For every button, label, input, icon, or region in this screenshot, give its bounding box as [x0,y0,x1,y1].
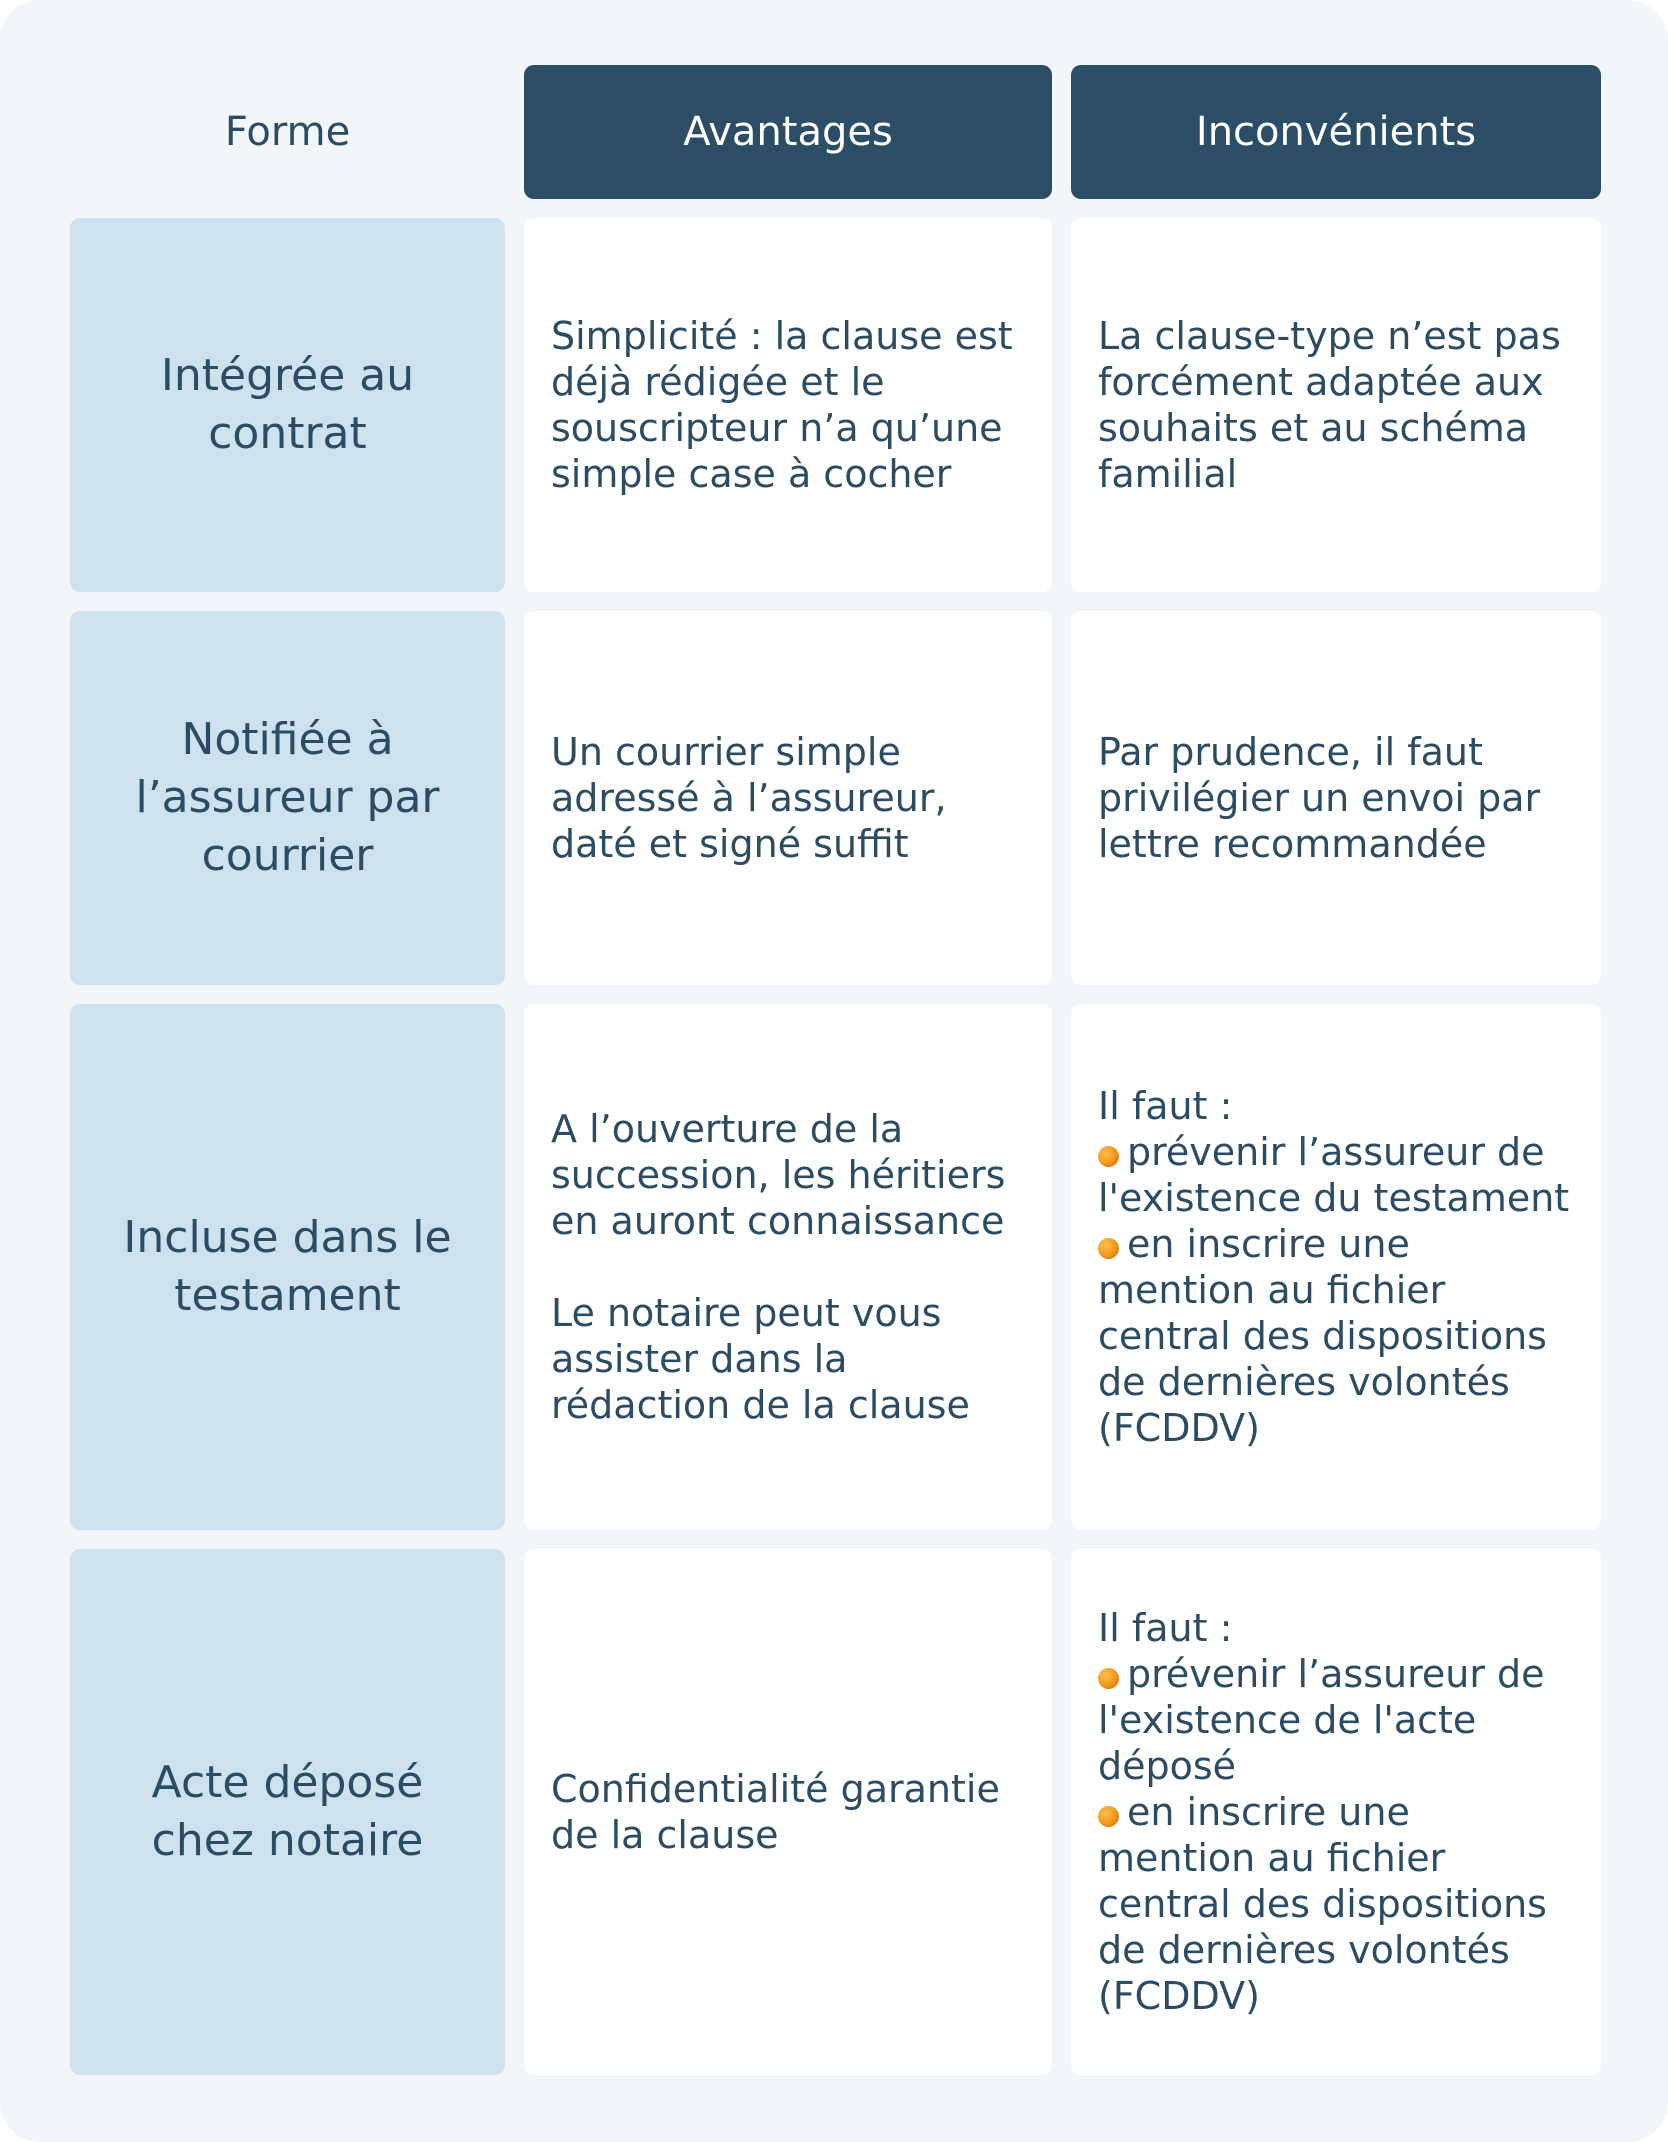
row-1-forme-line: contrat [208,408,367,459]
row-4-inconvenients [1071,1549,1601,2075]
row-4-bullet-text: prévenir l’assureur de l'existence de l'acte déposé [1098,1652,1545,1788]
row-2-forme [70,611,505,985]
header-inconvenients: Inconvénients [1071,65,1601,199]
header-avantages: Avantages [524,65,1052,199]
row-3-forme-line: Incluse dans le [123,1212,452,1263]
row-4-bullet-item [1098,1789,1575,2019]
row-4-bullet-text: en inscrire une mention au fichier central des dispositions de dernières volontés (FCDDV) [1098,1790,1547,2018]
row-2-forme-line: l’assureur par [135,772,440,823]
row-4-avantages-text: Confidentialité garantie de la clause [551,1767,1000,1857]
row-3-avantages-para: A l’ouverture de la succession, les héritiers en auront connaissance [551,1107,1006,1243]
row-2-forme-line: Notifiée à [181,714,394,765]
row-1-inconvenients-text: La clause-type n’est pas forcément adaptée aux souhaits et au schéma familial [1098,314,1561,496]
bullet-dot-icon [1098,1146,1119,1167]
comparison-table [70,65,1601,2075]
row-3-inconvenients [1071,1004,1601,1530]
row-1-forme [70,218,505,592]
row-3-bullet-item [1098,1221,1575,1451]
row-3-forme-line: testament [174,1270,401,1321]
row-2-avantages-text: Un courrier simple adressé à l’assureur, daté et signé suffit [551,730,947,866]
row-4-forme [70,1549,505,2075]
row-1-inconvenients [1071,218,1601,592]
row-3-avantages-para: Le notaire peut vous assister dans la rédaction de la clause [551,1291,970,1427]
row-3-forme [70,1004,505,1530]
row-3-inconvenients-intro: Il faut : [1098,1084,1233,1128]
row-3-avantages [524,1004,1052,1530]
row-3-bullet-text: en inscrire une mention au fichier central des dispositions de dernières volontés (FCDDV) [1098,1222,1547,1450]
row-1-avantages [524,218,1052,592]
row-4-forme-line: Acte déposé [151,1757,424,1808]
row-2-inconvenients-text: Par prudence, il faut privilégier un envoi par lettre recommandée [1098,730,1541,866]
bullet-dot-icon [1098,1806,1119,1827]
row-2-forme-line: courrier [201,830,374,881]
row-2-avantages [524,611,1052,985]
row-2-inconvenients [1071,611,1601,985]
row-4-inconvenients-intro: Il faut : [1098,1606,1233,1650]
row-3-bullet-item [1098,1129,1575,1221]
bullet-dot-icon [1098,1238,1119,1259]
row-3-bullet-text: prévenir l’assureur de l'existence du testament [1098,1130,1570,1220]
bullet-dot-icon [1098,1668,1119,1689]
row-4-avantages [524,1549,1052,2075]
row-4-forme-line: chez notaire [151,1815,424,1866]
row-1-avantages-text: Simplicité : la clause est déjà rédigée et le souscripteur n’a qu’une simple case à cocher [551,314,1013,496]
row-4-bullet-item [1098,1651,1575,1789]
header-forme: Forme [224,109,351,155]
row-1-forme-line: Intégrée au [160,350,415,401]
